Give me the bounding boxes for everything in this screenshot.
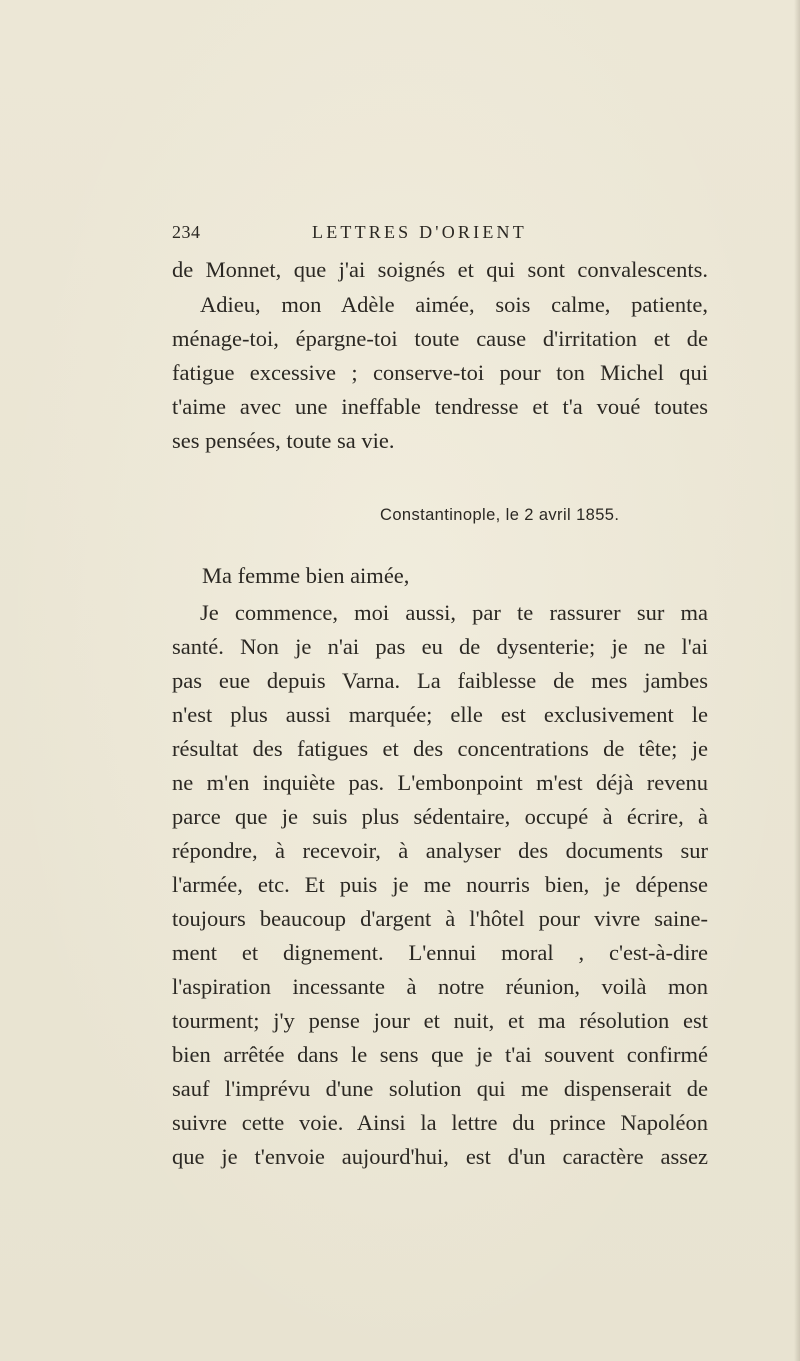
text-line: répondre, à recevoir, à analyser des documents sur <box>172 838 708 863</box>
text-line: parce que je suis plus sédentaire, occupé à écrire, à <box>172 804 708 829</box>
text-line: Je commence, moi aussi, par te rassurer sur ma <box>200 600 708 625</box>
running-title: LETTRES D'ORIENT <box>312 222 527 242</box>
text-line: t'aime avec une ineffable tendresse et t'a voué toutes <box>172 394 708 419</box>
text-line: Adieu, mon Adèle aimée, sois calme, patiente, <box>200 292 708 317</box>
text-line: tourment; j'y pense jour et nuit, et ma résolution est <box>172 1008 708 1033</box>
text-line: fatigue excessive ; conserve-toi pour ton Michel qui <box>172 360 708 385</box>
running-head <box>172 222 712 246</box>
letter-salutation: Ma femme bien aimée, <box>202 563 410 588</box>
text-line: n'est plus aussi marquée; elle est exclusivement le <box>172 702 708 727</box>
text-line: que je t'envoie aujourd'hui, est d'un caractère assez <box>172 1144 708 1169</box>
text-line: pas eue depuis Varna. La faiblesse de mes jambes <box>172 668 708 693</box>
text-line: ment et dignement. L'ennui moral , c'est-à-dire <box>172 940 708 965</box>
text-line: suivre cette voie. Ainsi la lettre du prince Napoléon <box>172 1110 708 1135</box>
text-line: santé. Non je n'ai pas eu de dysenterie; je ne l'ai <box>172 634 708 659</box>
text-line: de Monnet, que j'ai soignés et qui sont convalescents. <box>172 257 708 282</box>
text-line: bien arrêtée dans le sens que je t'ai souvent confirmé <box>172 1042 708 1067</box>
text-line: ses pensées, toute sa vie. <box>172 428 395 453</box>
text-line: ne m'en inquiète pas. L'embonpoint m'est déjà revenu <box>172 770 708 795</box>
text-line: l'aspiration incessante à notre réunion, voilà mon <box>172 974 708 999</box>
text-line: l'armée, etc. Et puis je me nourris bien, je dépense <box>172 872 708 897</box>
letter-dateline: Constantinople, le 2 avril 1855. <box>380 506 620 524</box>
text-line: toujours beaucoup d'argent à l'hôtel pour vivre saine- <box>172 906 708 931</box>
text-line: résultat des fatigues et des concentrations de tête; je <box>172 736 708 761</box>
page-number: 234 <box>172 222 201 242</box>
text-line: ménage-toi, épargne-toi toute cause d'irritation et de <box>172 326 708 351</box>
page-edge-shadow <box>794 0 800 1361</box>
text-line: sauf l'imprévu d'une solution qui me dispenserait de <box>172 1076 708 1101</box>
